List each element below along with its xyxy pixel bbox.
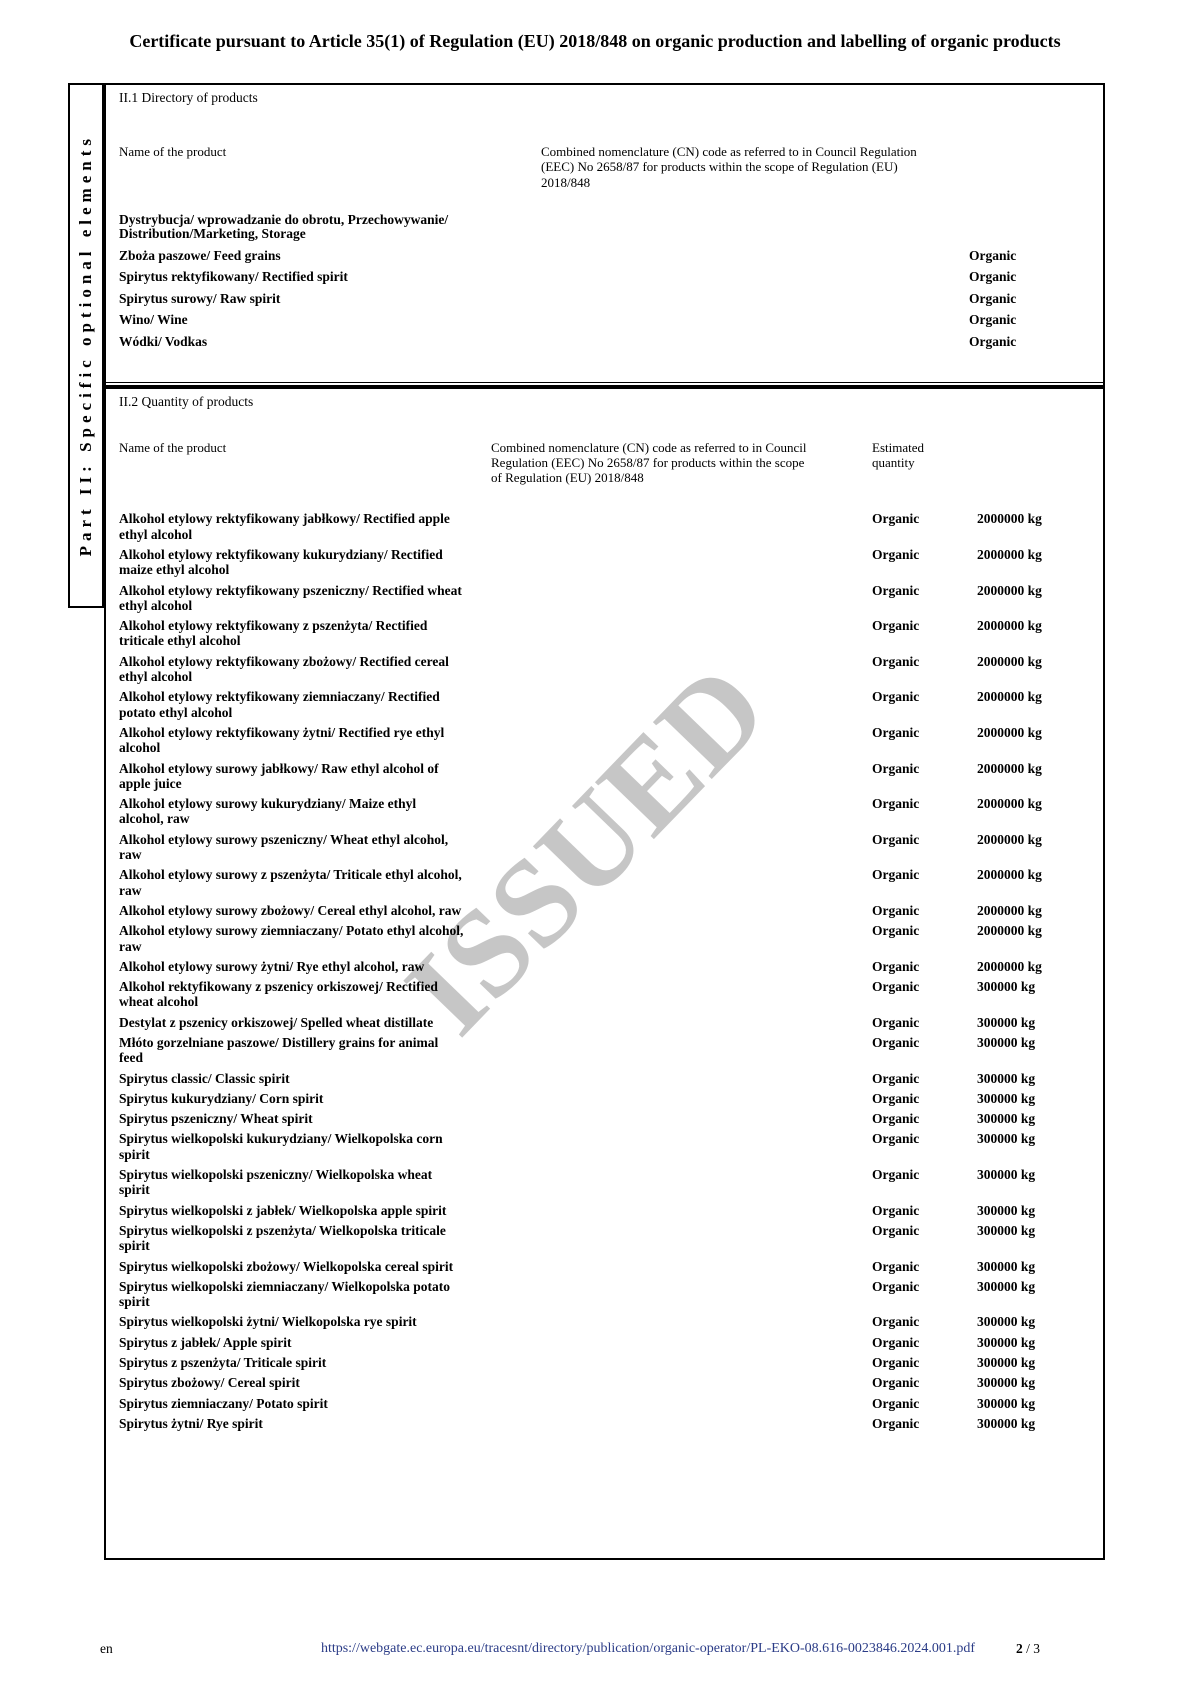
directory-row — [119, 312, 1088, 328]
product-name-cell — [119, 1091, 872, 1106]
organic-status: Organic — [872, 1258, 920, 1274]
quantity-row — [119, 796, 1088, 827]
product-name-cell — [119, 1111, 872, 1126]
directory-group-label: Dystrybucja/ wprowadzanie do obrotu, Przechowywanie/ Distribution/Marketing, Storage — [119, 211, 449, 242]
organic-status: Organic — [872, 867, 920, 883]
organic-status: Organic — [872, 1070, 920, 1086]
product-name: Alkohol etylowy surowy ziemniaczany/ Potato ethyl alcohol, raw — [119, 923, 464, 954]
estimated-quantity: 2000000 kg — [977, 724, 1042, 740]
estimated-quantity: 300000 kg — [977, 1395, 1036, 1411]
product-name: Alkohol etylowy surowy jabłkowy/ Raw ethyl alcohol of apple juice — [119, 760, 439, 791]
estimated-quantity: 300000 kg — [977, 1090, 1036, 1106]
estimated-quantity: 2000000 kg — [977, 796, 1042, 812]
quantity-row — [119, 979, 1088, 1010]
footer-page-number — [1016, 1641, 1040, 1657]
product-name-cell — [119, 583, 872, 614]
product-name: Zboża paszowe/ Feed grains — [119, 247, 281, 263]
product-name-cell — [119, 1314, 872, 1329]
quantity-row — [119, 1223, 1088, 1254]
organic-status: Organic — [872, 724, 920, 740]
product-name-cell — [119, 689, 872, 720]
product-name-cell — [119, 654, 872, 685]
estimated-quantity: 300000 kg — [977, 1415, 1036, 1431]
product-name-cell — [119, 1279, 872, 1310]
product-name: Spirytus surowy/ Raw spirit — [119, 290, 281, 306]
estimated-quantity: 300000 kg — [977, 1167, 1036, 1183]
estimated-quantity: 2000000 kg — [977, 511, 1042, 527]
product-name-cell — [119, 979, 872, 1010]
organic-status: Organic — [872, 1314, 920, 1330]
quantity-row — [119, 959, 1088, 974]
organic-status: Organic — [872, 958, 920, 974]
product-name: Spirytus pszeniczny/ Wheat spirit — [119, 1111, 313, 1127]
quantity-row — [119, 1375, 1088, 1390]
product-name: Alkohol etylowy surowy kukurydziany/ Maize ethyl alcohol, raw — [119, 796, 417, 827]
estimated-quantity: 2000000 kg — [977, 958, 1042, 974]
footer-page-current: 2 — [1015, 1641, 1023, 1656]
quantity-row — [119, 903, 1088, 918]
directory-rows — [119, 248, 1088, 350]
product-name: Spirytus zbożowy/ Cereal spirit — [119, 1375, 300, 1391]
product-name: Alkohol rektyfikowany z pszenicy orkiszowej/ Rectified wheat alcohol — [119, 979, 438, 1010]
organic-status: Organic — [872, 1014, 920, 1030]
product-name: Spirytus z pszenżyta/ Triticale spirit — [119, 1355, 327, 1371]
organic-status: Organic — [872, 511, 920, 527]
product-name-cell — [119, 1015, 872, 1030]
organic-status: Organic — [872, 1090, 920, 1106]
estimated-quantity: 2000000 kg — [977, 867, 1042, 883]
organic-status: Organic — [872, 582, 920, 598]
product-name: Młóto gorzelniane paszowe/ Distillery grains for animal feed — [119, 1035, 439, 1066]
product-name-cell — [119, 725, 872, 756]
directory-row — [119, 269, 1088, 285]
product-name-cell — [119, 832, 872, 863]
product-name: Alkohol etylowy rektyfikowany żytni/ Rectified rye ethyl alcohol — [119, 724, 445, 756]
organic-status: Organic — [969, 247, 1017, 263]
product-name-cell — [119, 547, 872, 578]
section2-col-qty-header: Estimated quantity — [872, 439, 924, 470]
product-name: Destylat z pszenicy orkiszowej/ Spelled wheat distillate — [119, 1014, 434, 1030]
organic-status: Organic — [872, 1395, 920, 1411]
quantity-row — [119, 1335, 1088, 1350]
product-name: Alkohol etylowy rektyfikowany kukurydziany/ Rectified maize ethyl alcohol — [119, 546, 443, 578]
quantity-row — [119, 923, 1088, 954]
product-name-cell — [119, 923, 872, 954]
issued-watermark: ISSUED — [380, 639, 794, 1061]
estimated-quantity: 300000 kg — [977, 979, 1036, 995]
part-ii-sidebar-label — [68, 83, 104, 608]
quantity-row — [119, 689, 1088, 720]
certificate-table — [104, 83, 1105, 1560]
section2-heading: II.2 Quantity of products — [119, 393, 254, 409]
organic-status: Organic — [872, 546, 920, 562]
product-name-cell — [119, 1071, 872, 1086]
quantity-row — [119, 1111, 1088, 1126]
product-name-cell — [119, 761, 872, 792]
quantity-row — [119, 1416, 1088, 1431]
quantity-row — [119, 547, 1088, 578]
organic-status: Organic — [872, 831, 920, 847]
organic-status: Organic — [872, 1355, 920, 1371]
quantity-row — [119, 1015, 1088, 1030]
part-ii-sidebar-text: Part II: Specific optional elements — [76, 134, 95, 557]
product-name-cell — [119, 1335, 872, 1350]
product-name: Wódki/ Vodkas — [119, 333, 208, 349]
estimated-quantity: 2000000 kg — [977, 760, 1042, 776]
product-name: Alkohol etylowy rektyfikowany z pszenżyta/ Rectified triticale ethyl alcohol — [119, 618, 428, 649]
organic-status: Organic — [872, 1131, 920, 1147]
estimated-quantity: 2000000 kg — [977, 653, 1042, 669]
organic-status: Organic — [872, 923, 920, 939]
quantity-row — [119, 867, 1088, 898]
product-name: Spirytus z jabłek/ Apple spirit — [119, 1334, 292, 1350]
footer-document-link[interactable]: https://webgate.ec.europa.eu/tracesnt/directory/publication/organic-operator/PL-EKO-08.616-0023846.2024.001.pdf — [320, 1641, 975, 1656]
estimated-quantity: 2000000 kg — [977, 902, 1042, 918]
estimated-quantity: 300000 kg — [977, 1035, 1036, 1050]
product-name: Spirytus wielkopolski z pszenżyta/ Wielkopolska triticale spirit — [119, 1222, 446, 1254]
directory-row — [119, 248, 1088, 264]
estimated-quantity: 2000000 kg — [977, 618, 1042, 634]
quantity-row — [119, 1167, 1088, 1198]
product-name: Spirytus wielkopolski z jabłek/ Wielkopolska apple spirit — [119, 1202, 447, 1218]
product-name: Spirytus wielkopolski ziemniaczany/ Wielkopolska potato spirit — [119, 1278, 451, 1310]
product-name: Wino/ Wine — [119, 312, 188, 328]
product-name-cell — [119, 1355, 872, 1370]
section2-header-row — [119, 440, 1088, 486]
directory-row — [119, 334, 1088, 350]
footer-page-total: 3 — [1033, 1641, 1040, 1656]
product-name-cell — [119, 796, 872, 827]
quantity-row — [119, 1396, 1088, 1411]
estimated-quantity: 300000 kg — [977, 1202, 1036, 1218]
product-name-cell — [119, 1416, 872, 1431]
quantity-rows — [119, 511, 1088, 1431]
product-name-cell — [119, 1396, 872, 1411]
organic-status: Organic — [872, 1375, 920, 1391]
product-name: Spirytus wielkopolski żytni/ Wielkopolska rye spirit — [119, 1314, 417, 1330]
estimated-quantity: 2000000 kg — [977, 923, 1042, 939]
section-directory-of-products — [106, 85, 1103, 382]
section2-col-name-header: Name of the product — [119, 439, 227, 455]
organic-status: Organic — [872, 1167, 920, 1183]
product-name: Alkohol etylowy surowy zbożowy/ Cereal ethyl alcohol, raw — [119, 902, 462, 918]
organic-status: Organic — [969, 290, 1017, 306]
product-name: Spirytus wielkopolski zbożowy/ Wielkopolska cereal spirit — [119, 1258, 454, 1274]
section2-col-cn-header: Combined nomenclature (CN) code as referred to in Council Regulation (EEC) No 2658/87 for products within the scope of Regulation (EU) 2018/848 — [491, 439, 807, 486]
page-title: Certificate pursuant to Article 35(1) of Regulation (EU) 2018/848 on organic production and labelling of organic products — [129, 31, 1061, 51]
estimated-quantity: 2000000 kg — [977, 831, 1042, 847]
estimated-quantity: 300000 kg — [977, 1278, 1036, 1294]
estimated-quantity: 300000 kg — [977, 1355, 1036, 1371]
product-name: Alkohol etylowy surowy z pszenżyta/ Triticale ethyl alcohol, raw — [119, 867, 462, 898]
product-name: Spirytus wielkopolski pszeniczny/ Wielkopolska wheat spirit — [119, 1167, 433, 1198]
organic-status: Organic — [872, 1035, 920, 1050]
quantity-row — [119, 1355, 1088, 1370]
product-name: Spirytus kukurydziany/ Corn spirit — [119, 1090, 324, 1106]
estimated-quantity: 2000000 kg — [977, 582, 1042, 598]
section1-col-name-header: Name of the product — [119, 144, 227, 159]
product-name: Alkohol etylowy rektyfikowany jabłkowy/ Rectified apple ethyl alcohol — [119, 511, 450, 542]
quantity-row — [119, 618, 1088, 649]
organic-status: Organic — [872, 760, 920, 776]
product-name-cell — [119, 1035, 872, 1066]
quantity-row — [119, 583, 1088, 614]
quantity-row — [119, 725, 1088, 756]
product-name: Spirytus rektyfikowany/ Rectified spirit — [119, 269, 348, 285]
estimated-quantity: 300000 kg — [977, 1334, 1036, 1350]
footer-language: en — [100, 1641, 113, 1656]
product-name: Alkohol etylowy rektyfikowany ziemniaczany/ Rectified potato ethyl alcohol — [119, 689, 440, 720]
quantity-row — [119, 1203, 1088, 1218]
quantity-row — [119, 511, 1088, 542]
organic-status: Organic — [872, 1111, 920, 1127]
product-name-cell — [119, 1131, 872, 1162]
quantity-row — [119, 1279, 1088, 1310]
organic-status: Organic — [872, 796, 920, 812]
organic-status: Organic — [872, 618, 920, 634]
estimated-quantity: 300000 kg — [977, 1375, 1036, 1391]
section1-col-cn-header: Combined nomenclature (CN) code as referred to in Council Regulation (EEC) No 2658/87 for products within the scope of Regulation (EU) 2018/848 — [541, 144, 917, 190]
section1-header-row — [119, 144, 1088, 190]
organic-status: Organic — [872, 653, 920, 669]
product-name: Alkohol etylowy rektyfikowany pszeniczny/ Rectified wheat ethyl alcohol — [119, 582, 462, 613]
organic-status: Organic — [872, 1202, 920, 1218]
organic-status: Organic — [872, 1334, 920, 1350]
estimated-quantity: 300000 kg — [977, 1258, 1036, 1274]
product-name-cell — [119, 867, 872, 898]
quantity-row — [119, 1071, 1088, 1086]
product-name: Alkohol etylowy rektyfikowany zbożowy/ Rectified cereal ethyl alcohol — [119, 653, 449, 685]
estimated-quantity: 2000000 kg — [977, 689, 1042, 705]
quantity-row — [119, 832, 1088, 863]
organic-status: Organic — [872, 1415, 920, 1431]
estimated-quantity: 300000 kg — [977, 1314, 1036, 1330]
page-footer — [0, 1641, 1190, 1661]
quantity-row — [119, 761, 1088, 792]
organic-status: Organic — [872, 689, 920, 705]
product-name-cell — [119, 511, 872, 542]
quantity-row — [119, 1259, 1088, 1274]
directory-row — [119, 291, 1088, 307]
estimated-quantity: 2000000 kg — [977, 546, 1042, 562]
estimated-quantity: 300000 kg — [977, 1222, 1036, 1238]
estimated-quantity: 300000 kg — [977, 1131, 1036, 1147]
footer-page-separator: / — [1022, 1641, 1034, 1656]
product-name-cell — [119, 1223, 872, 1254]
product-name-cell — [119, 1259, 872, 1274]
organic-status: Organic — [969, 269, 1017, 285]
product-name: Alkohol etylowy surowy pszeniczny/ Wheat ethyl alcohol, raw — [119, 831, 449, 863]
organic-status: Organic — [969, 333, 1017, 349]
organic-status: Organic — [872, 1222, 920, 1238]
product-name-cell — [119, 959, 872, 974]
product-name-cell — [119, 1375, 872, 1390]
product-name-cell — [119, 903, 872, 918]
product-name-cell — [119, 1167, 872, 1198]
product-name-cell — [119, 1203, 872, 1218]
organic-status: Organic — [872, 902, 920, 918]
section1-heading: II.1 Directory of products — [119, 90, 258, 105]
product-name: Spirytus ziemniaczany/ Potato spirit — [119, 1395, 328, 1411]
organic-status: Organic — [872, 1278, 920, 1294]
quantity-row — [119, 1131, 1088, 1162]
estimated-quantity: 300000 kg — [977, 1111, 1036, 1127]
quantity-row — [119, 1035, 1088, 1066]
section-quantity-of-products — [106, 389, 1103, 1432]
organic-status: Organic — [969, 312, 1017, 328]
estimated-quantity: 300000 kg — [977, 1014, 1036, 1030]
product-name: Alkohol etylowy surowy żytni/ Rye ethyl alcohol, raw — [119, 958, 425, 974]
quantity-row — [119, 1314, 1088, 1329]
product-name: Spirytus wielkopolski kukurydziany/ Wielkopolska corn spirit — [119, 1131, 443, 1162]
quantity-row — [119, 1091, 1088, 1106]
product-name: Spirytus classic/ Classic spirit — [119, 1070, 290, 1086]
quantity-row — [119, 654, 1088, 685]
organic-status: Organic — [872, 979, 920, 995]
estimated-quantity: 300000 kg — [977, 1070, 1036, 1086]
product-name: Spirytus żytni/ Rye spirit — [119, 1415, 263, 1431]
product-name-cell — [119, 618, 872, 649]
